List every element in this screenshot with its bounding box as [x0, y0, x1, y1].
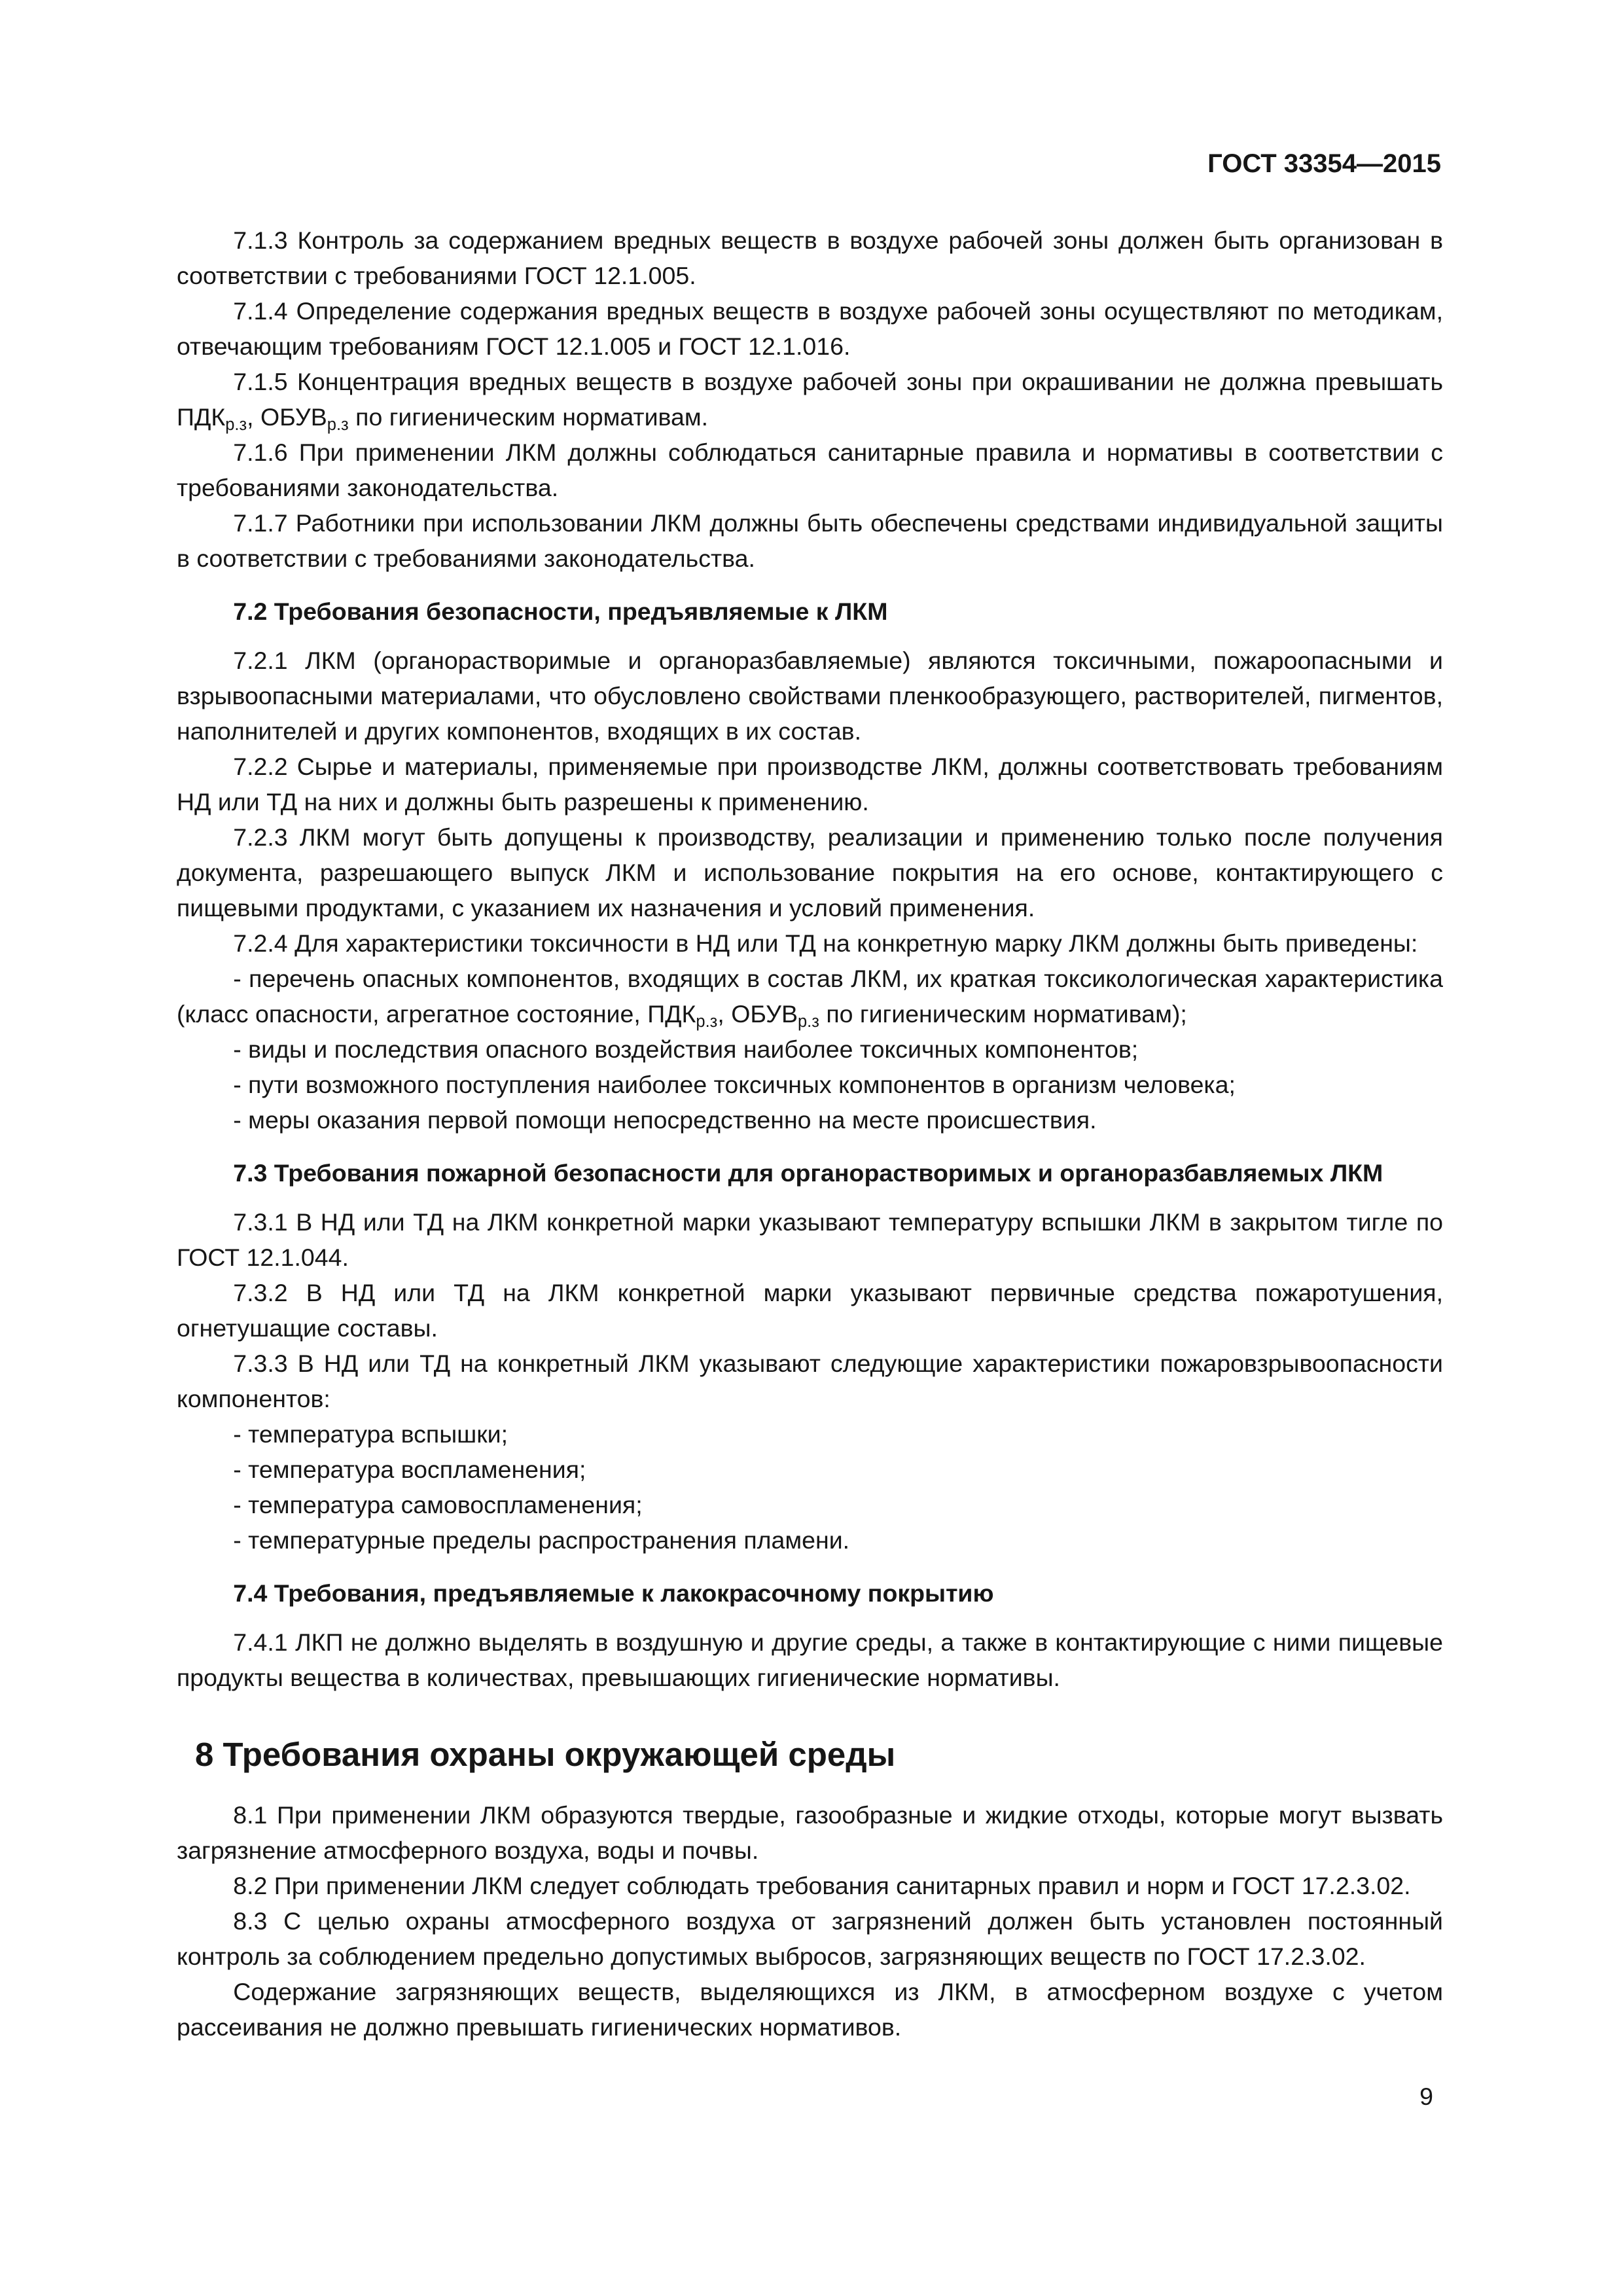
paragraph: 7.1.7 Работники при использовании ЛКМ должны быть обеспечены средствами индивидуальной защиты в соответствии с требованиями законодательства. — [177, 509, 1443, 572]
text-run: по гигиеническим нормативам); — [819, 1000, 1187, 1028]
subscript: р.з — [225, 416, 247, 435]
subscript: р.з — [797, 1013, 819, 1031]
list-item — [177, 1416, 1443, 1452]
list-item-text: - температура воспламенения; — [233, 1456, 586, 1483]
list-item — [177, 1031, 1443, 1067]
list-item-text: - температура самовоспламенения; — [233, 1491, 643, 1518]
document-number-header: ГОСТ 33354—2015 — [1207, 149, 1441, 178]
paragraph — [177, 364, 1443, 435]
paragraph: 7.4.1 ЛКП не должно выделять в воздушную и другие среды, а также в контактирующие с ними пищевые продукты вещества в количествах, превышающих гигиенические нормативы. — [177, 1628, 1443, 1691]
paragraph: 7.2.4 Для характеристики токсичности в НД или ТД на конкретную марку ЛКМ должны быть приведены: — [233, 929, 1418, 957]
list-item — [177, 1452, 1443, 1487]
paragraph: 7.1.4 Определение содержания вредных веществ в воздухе рабочей зоны осуществляют по методикам, отвечающим требованиям ГОСТ 12.1.005 и ГОСТ 12.1.016. — [177, 297, 1443, 360]
paragraph: Содержание загрязняющих веществ, выделяющихся из ЛКМ, в атмосферном воздухе с учетом рассеивания не должно превышать гигиенических нормативов. — [177, 1978, 1443, 2041]
subsection-heading: 7.2 Требования безопасности, предъявляемые к ЛКМ — [233, 598, 888, 625]
text-run: по гигиеническим нормативам. — [348, 403, 709, 431]
subscript: р.з — [696, 1013, 718, 1031]
paragraph: 7.1.6 При применении ЛКМ должны соблюдаться санитарные правила и нормативы в соответствии с требованиями законодательства. — [177, 439, 1443, 501]
paragraph: 7.3.2 В НД или ТД на ЛКМ конкретной марки указывают первичные средства пожаротушения, огнетушащие составы. — [177, 1279, 1443, 1342]
list-item-text: - виды и последствия опасного воздействия наиболее токсичных компонентов; — [233, 1035, 1139, 1063]
text-run: , ОБУВ — [247, 403, 327, 431]
text-run: - перечень опасных компонентов, входящих в состав ЛКМ, их краткая токсикологическая характеристика (класс опасности, агрегатное состояние, ПДК — [177, 965, 1443, 1028]
list-item-text: - температурные пределы распространения пламени. — [233, 1526, 850, 1554]
text-run: 7.1.5 Концентрация вредных веществ в воздухе рабочей зоны при окрашивании не должна превышать ПДК — [177, 368, 1443, 431]
paragraph — [177, 961, 1443, 1031]
subsection-heading: 7.4 Требования, предъявляемые к лакокрасочному покрытию — [233, 1579, 994, 1607]
paragraph: 7.2.1 ЛКМ (органорастворимые и органоразбавляемые) являются токсичными, пожароопасными и взрывоопасными материалами, что обусловлено свойствами пленкообразующего, растворителей, пигментов, наполнителей и других компонентов, входящих в их состав. — [177, 647, 1443, 745]
list-item — [177, 1487, 1443, 1522]
subscript: р.з — [327, 416, 349, 435]
paragraph: 8.1 При применении ЛКМ образуются твердые, газообразные и жидкие отходы, которые могут вызвать загрязнение атмосферного воздуха, воды и почвы. — [177, 1801, 1443, 1864]
paragraph: 7.1.3 Контроль за содержанием вредных веществ в воздухе рабочей зоны должен быть организован в соответствии с требованиями ГОСТ 12.1.005. — [177, 226, 1443, 289]
paragraph: 7.2.2 Сырье и материалы, применяемые при производстве ЛКМ, должны соответствовать требованиям НД или ТД на них и должны быть разрешены к применению. — [177, 753, 1443, 816]
paragraph: 8.3 С целью охраны атмосферного воздуха от загрязнений должен быть установлен постоянный контроль за соблюдением предельно допустимых выбросов, загрязняющих веществ по ГОСТ 17.2.3.02. — [177, 1907, 1443, 1970]
document-body — [177, 223, 1443, 2045]
list-item — [177, 1067, 1443, 1102]
page-number: 9 — [1419, 2083, 1433, 2110]
subsection-heading: 7.3 Требования пожарной безопасности для органорастворимых и органоразбавляемых ЛКМ — [233, 1159, 1383, 1187]
list-item-text: - пути возможного поступления наиболее токсичных компонентов в организм человека; — [233, 1071, 1236, 1098]
section-heading: 8 Требования охраны окружающей среды — [195, 1736, 896, 1773]
paragraph: 7.2.3 ЛКМ могут быть допущены к производству, реализации и применению только после получения документа, разрешающего выпуск ЛКМ и использование покрытия на его основе, контактирующего с пищевыми продуктами, с указанием их назначения и условий применения. — [177, 823, 1443, 922]
list-item-text: - температура вспышки; — [233, 1420, 508, 1448]
paragraph: 7.3.3 В НД или ТД на конкретный ЛКМ указывают следующие характеристики пожаровзрывоопасности компонентов: — [177, 1350, 1443, 1412]
list-item-text: - меры оказания первой помощи непосредственно на месте происшествия. — [233, 1106, 1097, 1134]
list-item — [177, 1522, 1443, 1558]
paragraph: 7.3.1 В НД или ТД на ЛКМ конкретной марки указывают температуру вспышки ЛКМ в закрытом тигле по ГОСТ 12.1.044. — [177, 1208, 1443, 1271]
text-run: , ОБУВ — [717, 1000, 798, 1028]
list-item — [177, 1102, 1443, 1138]
paragraph: 8.2 При применении ЛКМ следует соблюдать требования санитарных правил и норм и ГОСТ 17.2.3.02. — [233, 1872, 1411, 1899]
